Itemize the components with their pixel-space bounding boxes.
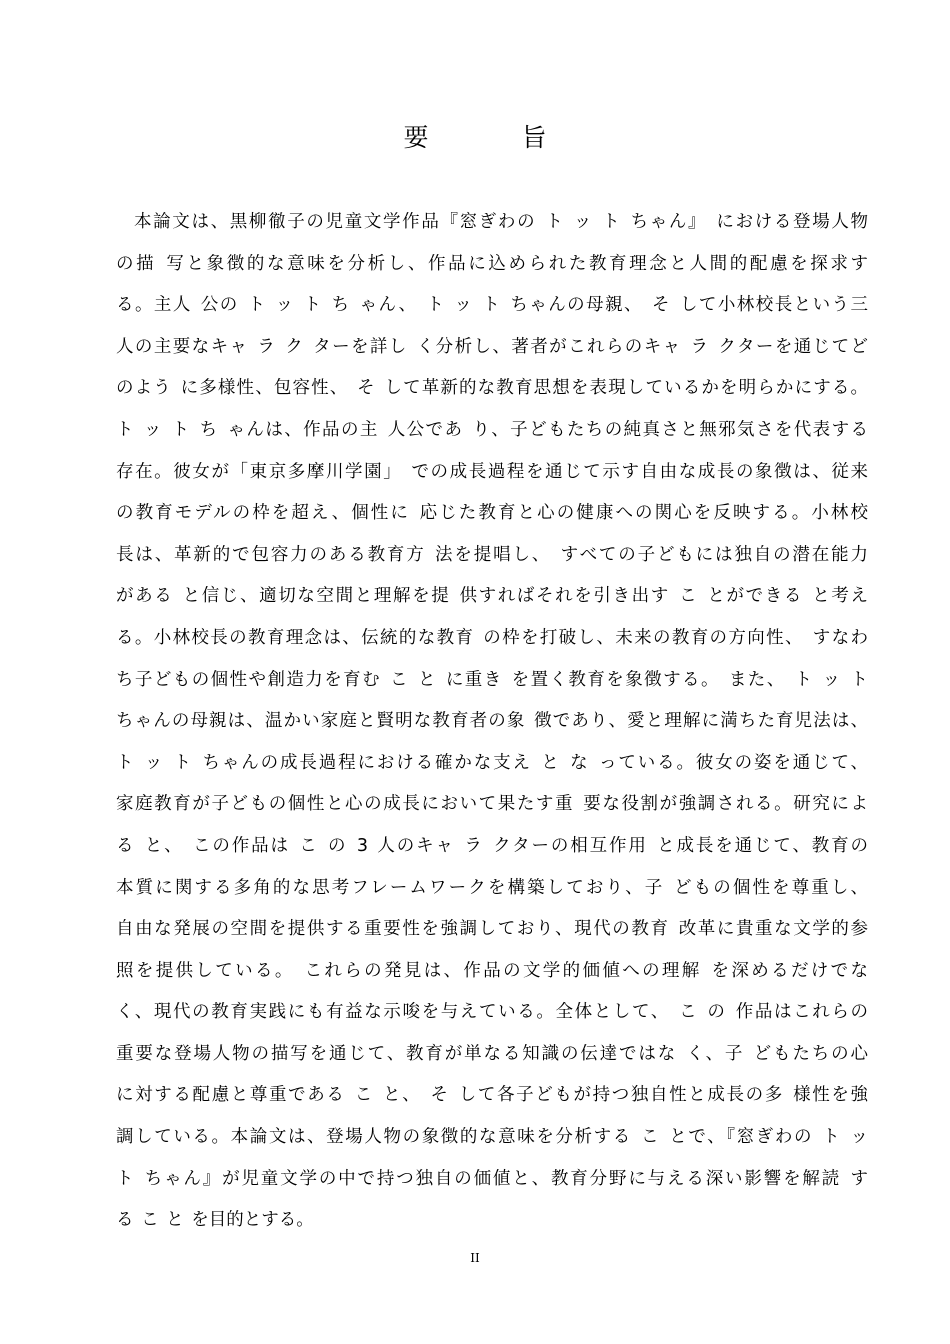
page-number: II — [470, 1251, 480, 1265]
body-line: 本質に関する多角的な思考フレームワークを構築しており、子 どもの個性を尊重し、 — [116, 877, 868, 898]
abstract-body — [116, 202, 868, 1242]
body-line: 自由な発展の空間を提供する重要性を強調しており、現代の教育 改革に貴重な文学的参 — [116, 919, 868, 940]
abstract-title: 要 旨 — [403, 123, 581, 152]
body-line: 照を提供している。 これらの発見は、作品の文学的価値への理解 を深めるだけでな — [116, 960, 868, 981]
body-line: る。主人 公の ト ッ ト ち ゃん、 ト ッ ト ちゃんの母親、 そ して小林校長という三 — [116, 295, 868, 316]
body-line: がある と信じ、適切な空間と理解を提 供すればそれを引き出す こ とができる と考え — [116, 586, 868, 607]
body-line: のよう に多様性、包容性、 そ して革新的な教育思想を表現しているかを明らかにする。 — [116, 378, 868, 399]
body-line: に対する配慮と尊重である こ と、 そ して各子どもが持つ独自性と成長の多 様性を強 — [116, 1085, 868, 1106]
body-line: 長は、革新的で包容力のある教育方 法を提唱し、 すべての子どもには独自の潜在能力 — [116, 544, 868, 565]
body-line: 人の主要なキャ ラ ク ターを詳し く分析し、著者がこれらのキャ ラ クターを通じてど — [116, 336, 868, 357]
body-line: ち子どもの個性や創造力を育む こ と に重き を置く教育を象徴する。 また、 ト ッ ト — [116, 669, 868, 690]
body-line: る こ と を目的とする。 — [116, 1210, 314, 1231]
body-line: 家庭教育が子どもの個性と心の成長において果たす重 要な役割が強調される。研究によ — [116, 794, 868, 815]
body-line: 本論文は、黒柳徹子の児童文学作品『窓ぎわの ト ッ ト ちゃん』 における登場人物 — [134, 212, 868, 232]
body-line: 重要な登場人物の描写を通じて、教育が単なる知識の伝達ではな く、子 どもたちの心 — [116, 1043, 868, 1064]
body-line: ちゃんの母親は、温かい家庭と賢明な教育者の象 徴であり、愛と理解に満ちた育児法は、 — [116, 711, 868, 732]
body-line: ト ちゃん』が児童文学の中で持つ独自の価値と、教育分野に与える深い影響を解読 す — [116, 1168, 868, 1189]
body-line: 調している。本論文は、登場人物の象徴的な意味を分析する こ とで、『窓ぎわの ト ッ — [116, 1127, 868, 1148]
body-line: の描 写と象徴的な意味を分析し、作品に込められた教育理念と人間的配慮を探求す — [116, 253, 868, 274]
body-line: 存在。彼女が「東京多摩川学園」 での成長過程を通じて示す自由な成長の象徴は、従来 — [116, 461, 868, 482]
body-line: る。小林校長の教育理念は、伝統的な教育 の枠を打破し、未来の教育の方向性、 すなわ — [116, 627, 868, 648]
body-line: ト ッ ト ち ゃんは、作品の主 人公であ り、子どもたちの純真さと無邪気さを代表する — [116, 419, 868, 440]
body-line: ト ッ ト ちゃんの成長過程における確かな支え と な っている。彼女の姿を通じて、 — [116, 752, 868, 773]
body-line: る と、 この作品は こ の 3 人のキャ ラ クターの相互作用 と成長を通じて、教育の — [116, 835, 868, 856]
body-line: の教育モデルの枠を超え、個性に 応じた教育と心の健康への関心を反映する。小林校 — [116, 503, 868, 524]
body-line: く、現代の教育実践にも有益な示唆を与えている。全体として、 こ の 作品はこれらの — [116, 1002, 868, 1023]
